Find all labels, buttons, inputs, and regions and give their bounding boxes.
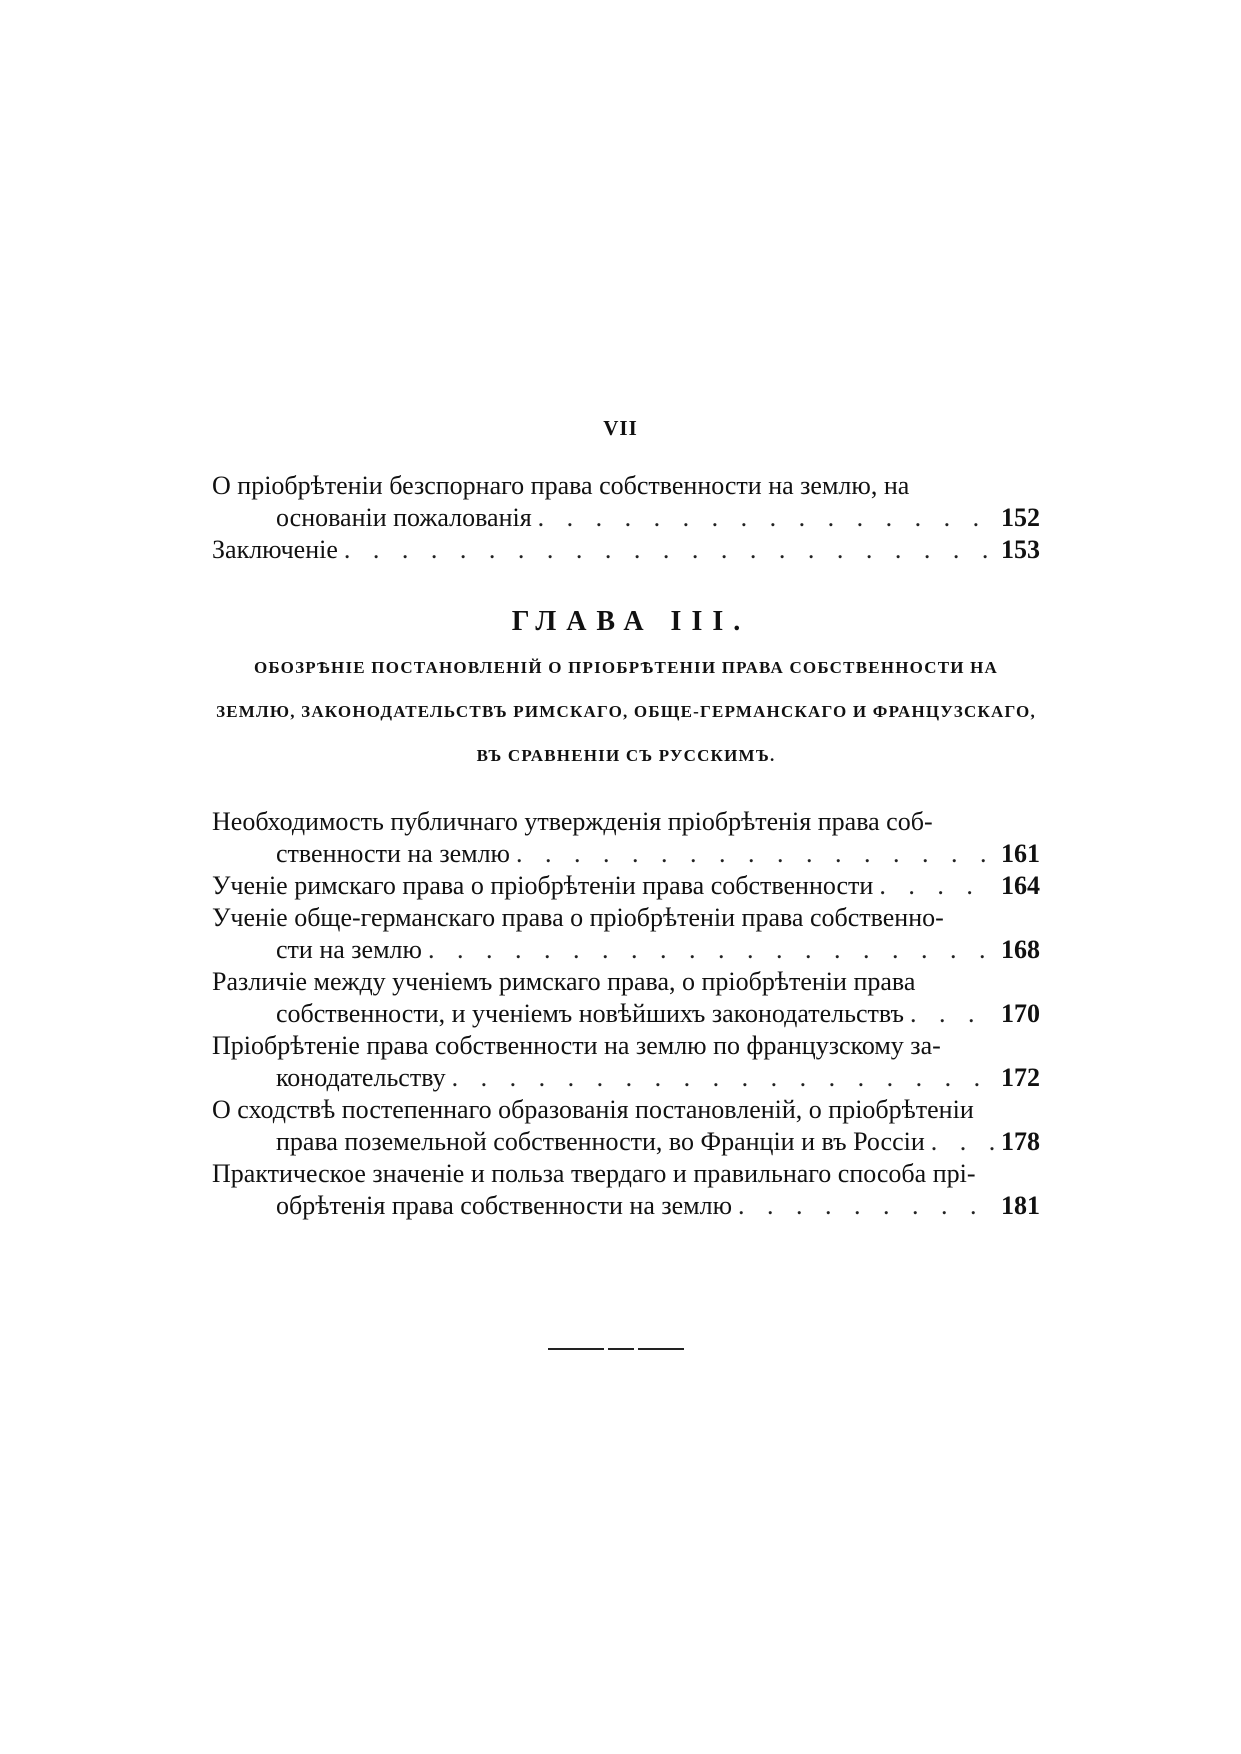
toc-entry-text-first: О сходствѣ постепеннаго образованія постановленій, о пріобрѣтеніи (212, 1095, 974, 1124)
toc-page-number: 153 (1001, 535, 1040, 564)
chapter-subtitle-line: ОБОЗРѢНІЕ ПОСТАНОВЛЕНІЙ О ПРІОБРѢТЕНІИ ПРАВА СОБСТВЕННОСТИ НА (253, 658, 999, 677)
toc-page-number: 172 (1001, 1063, 1040, 1092)
toc-page-number: 178 (1001, 1127, 1040, 1156)
chapter-subtitle-line: ВЪ СРАВНЕНІИ СЪ РУССКИМЪ. (476, 746, 776, 765)
chapter-subtitle (212, 646, 1040, 778)
dot-leader (931, 1126, 994, 1158)
dot-leader (738, 1190, 994, 1222)
toc-entry (212, 1094, 1040, 1158)
end-rule (548, 1348, 684, 1350)
dot-leader (879, 870, 994, 902)
toc-entry-text-last: обрѣтенія права собственности на землю (276, 1191, 733, 1220)
toc-section-after (212, 806, 1040, 1222)
toc-entry (212, 470, 1040, 534)
toc-entry-text-last: собственности, и ученіемъ новѣйшихъ законодательствъ (276, 999, 904, 1028)
page-number: VII (603, 416, 638, 440)
toc-entry-text-first: Различіе между ученіемъ римскаго права, о пріобрѣтеніи права (212, 967, 916, 996)
chapter-subtitle-line: ЗЕМЛЮ, ЗАКОНОДАТЕЛЬСТВЪ РИМСКАГО, ОБЩЕ-ГЕРМАНСКАГО И ФРАНЦУЗСКАГО, (216, 702, 1036, 721)
chapter-heading (212, 606, 1040, 778)
toc-entry (212, 870, 1040, 902)
toc-entry-text-last: Заключеніе (212, 535, 338, 564)
toc-entry-text-last: основаніи пожалованія (276, 503, 532, 532)
toc-entry-text-first: Ученіе обще-германскаго права о пріобрѣтеніи права собственно- (212, 903, 944, 932)
toc-page-number: 181 (1001, 1191, 1040, 1220)
toc-entry-text-last: ственности на землю (276, 839, 510, 868)
toc-page-number: 152 (1001, 503, 1040, 532)
dot-leader (910, 998, 994, 1030)
toc-entry-text-last: конодательству (276, 1063, 446, 1092)
toc-entry-text-first: Необходимость публичнаго утвержденія пріобрѣтенія права соб- (212, 807, 933, 836)
toc-section-before (212, 470, 1040, 566)
chapter-title: ГЛАВА III. (511, 606, 751, 637)
toc-entry-text-last: сти на землю (276, 935, 422, 964)
toc-page-number: 170 (1001, 999, 1040, 1028)
toc-entry (212, 1030, 1040, 1094)
toc-page-number: 164 (1001, 871, 1040, 900)
dot-leader (344, 534, 994, 566)
toc-entry (212, 1158, 1040, 1222)
toc-entry-text-first: Пріобрѣтеніе права собственности на землю по французскому за- (212, 1031, 941, 1060)
toc-entry-text-last: права поземельной собственности, во Франціи и въ Россіи (276, 1127, 925, 1156)
toc-entry (212, 806, 1040, 870)
toc-page-number: 161 (1001, 839, 1040, 868)
toc-entry (212, 534, 1040, 566)
dot-leader (452, 1062, 994, 1094)
toc-entry-text-first: О пріобрѣтеніи безспорнаго права собственности на землю, на (212, 471, 910, 500)
dot-leader (538, 502, 994, 534)
toc-entry-text-last: Ученіе римскаго права о пріобрѣтеніи права собственности (212, 871, 874, 900)
toc-entry (212, 902, 1040, 966)
toc-entry (212, 966, 1040, 1030)
dot-leader (516, 838, 994, 870)
dot-leader (428, 934, 994, 966)
toc-page-number: 168 (1001, 935, 1040, 964)
toc-entry-text-first: Практическое значеніе и польза твердаго и правильнаго способа прі- (212, 1159, 976, 1188)
table-of-contents (212, 470, 1040, 1222)
